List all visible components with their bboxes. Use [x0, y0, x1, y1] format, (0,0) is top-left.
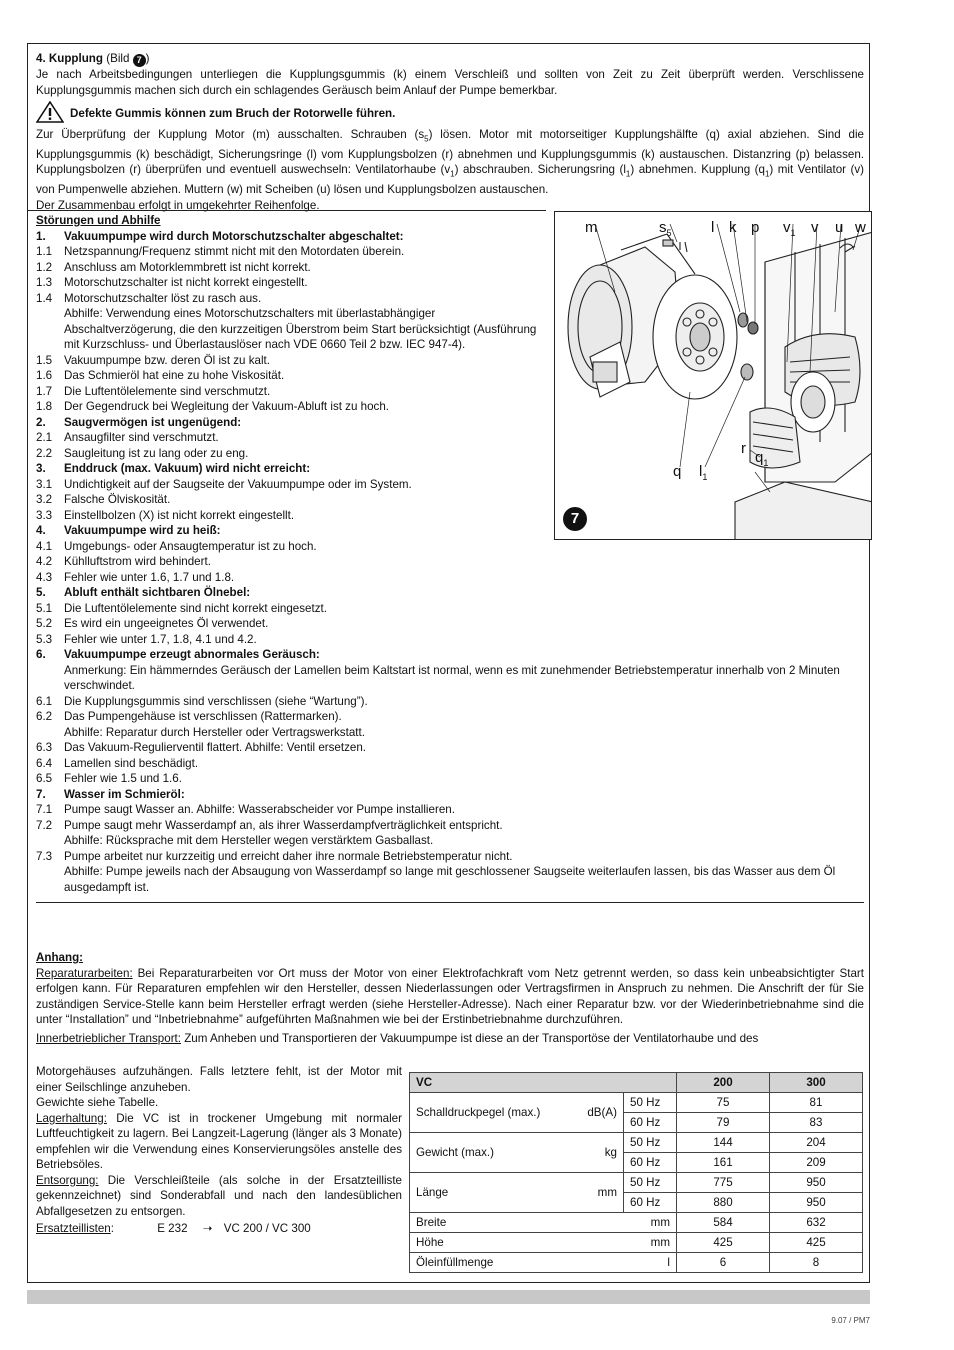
fault-text: Fehler wie unter 1.7, 1.8, 4.1 und 4.2. — [64, 632, 257, 646]
fault-number: 6.2 — [36, 710, 53, 723]
fault-text: Das Schmieröl hat eine zu hohe Viskosität. — [64, 369, 285, 382]
fault-item — [36, 539, 546, 555]
fault-item — [36, 802, 864, 818]
fault-item — [36, 461, 546, 477]
label-s5 — [659, 220, 672, 241]
spec-row — [410, 1093, 863, 1113]
parts-models: VC 200 / VC 300 — [223, 1222, 311, 1235]
fault-number: 7. — [36, 787, 46, 801]
fault-number: 6.4 — [36, 756, 53, 770]
fault-number: 3.3 — [36, 508, 53, 522]
fault-number: 6.3 — [36, 741, 53, 754]
fault-text: Umgebungs- oder Ansaugtemperatur ist zu hoch. — [64, 539, 317, 553]
spec-value: 950 — [770, 1173, 863, 1193]
pump-exploded-drawing — [555, 212, 872, 540]
warning-text: Defekte Gummis können zum Bruch der Rotorwelle führen. — [70, 107, 396, 120]
spec-value: 83 — [770, 1113, 863, 1133]
fault-item — [36, 709, 864, 725]
spec-value: 425 — [677, 1233, 770, 1253]
fault-text: Vakuumpumpe erzeugt abnormales Geräusch: — [64, 648, 320, 661]
fault-item — [36, 694, 864, 710]
fault-text: Es wird ein ungeeignetes Öl verwendet. — [64, 617, 269, 630]
instr-sub-b: 1 — [450, 169, 455, 179]
fault-item — [36, 353, 546, 369]
fault-text: Vakuumpumpe wird zu heiß: — [64, 524, 221, 537]
footer-code: 9.07 / PM7 — [831, 1316, 870, 1325]
spec-frequency: 60 Hz — [624, 1153, 677, 1173]
figure-ref — [106, 52, 149, 65]
storage-label: Lagerhaltung: — [36, 1111, 107, 1125]
fault-item — [36, 477, 546, 493]
fault-number: 5.2 — [36, 617, 53, 630]
fault-text: Abhilfe: Reparatur durch Hersteller oder Vertragswerkstatt. — [64, 725, 365, 739]
label-s5-sub: 5 — [666, 228, 672, 238]
section-divider-top — [28, 210, 546, 211]
parts-code: E 232 — [157, 1222, 188, 1235]
disposal-paragraph — [36, 1173, 402, 1220]
fault-text: Abhilfe: Rücksprache mit dem Hersteller wegen verstärktem Gasballast. — [64, 834, 434, 847]
document-page — [27, 43, 870, 1283]
spec-table — [409, 1072, 863, 1273]
fault-number: 7.1 — [36, 803, 53, 816]
figure-ref-post: ) — [145, 52, 150, 65]
fault-item — [36, 864, 864, 895]
label-q: q — [673, 463, 682, 480]
spec-unit: l — [573, 1253, 677, 1273]
fault-text: Abhilfe: Verwendung eines Motorschutzschalters mit überlastabhängiger Abschaltverzögerung, die den kurzzeitigen Überstrom beim Start berücksichtigt (Ausführung mit Kurzschluss- und Überlastauslöser nach VDE 0660 Teil 2 bzw. IEC 947-4). — [64, 307, 537, 351]
fault-number: 7.2 — [36, 818, 53, 832]
fault-text: Fehler wie unter 1.6, 1.7 und 1.8. — [64, 570, 235, 584]
fault-text: Fehler wie 1.5 und 1.6. — [64, 772, 182, 785]
fault-text: Die Kupplungsgummis sind verschlissen (siehe “Wartung”). — [64, 694, 368, 708]
fault-number: 2.2 — [36, 446, 53, 460]
header-200: 200 — [677, 1073, 770, 1093]
fault-number: 1.4 — [36, 291, 53, 305]
instr-sub-c: 1 — [625, 169, 631, 179]
fault-number: 1.1 — [36, 245, 53, 258]
spec-value: 8 — [770, 1253, 863, 1273]
spec-unit: mm — [573, 1213, 677, 1233]
faults-title: Störungen und Abhilfe — [36, 214, 161, 227]
coupling-instructions — [36, 127, 864, 198]
spec-frequency: 50 Hz — [624, 1173, 677, 1193]
fault-number: 5.3 — [36, 632, 53, 646]
fault-item — [36, 585, 546, 601]
label-m: m — [585, 219, 598, 236]
fault-item — [36, 554, 546, 570]
spec-unit: mm — [573, 1233, 677, 1253]
fault-text: Undichtigkeit auf der Saugseite der Vakuumpumpe oder im System. — [64, 477, 412, 491]
fault-text: Falsche Ölviskosität. — [64, 493, 171, 506]
fault-item — [36, 291, 546, 307]
fault-item — [36, 616, 864, 632]
fault-item — [36, 663, 864, 694]
warning-triangle-icon — [36, 101, 64, 123]
transport-continued: Motorgehäuses aufzuhängen. Falls letztere fehlt, ist der Motor mit einer Seilschlinge anzuheben. — [36, 1065, 402, 1094]
transport-label: Innerbetrieblicher Transport: — [36, 1031, 181, 1045]
storage-paragraph — [36, 1111, 402, 1173]
fault-number: 1.7 — [36, 384, 53, 398]
spec-unit: dB(A) — [573, 1093, 624, 1133]
spec-value: 6 — [677, 1253, 770, 1273]
figure-ref-pre: (Bild — [106, 52, 133, 65]
fault-text: Anschluss am Motorklemmbrett ist nicht korrekt. — [64, 260, 311, 274]
fault-item — [36, 570, 546, 586]
spec-frequency: 60 Hz — [624, 1113, 677, 1133]
spec-label: Gewicht (max.) — [410, 1133, 573, 1173]
parts-label: Ersatzteillisten — [36, 1222, 111, 1235]
transport-paragraph — [36, 1031, 864, 1047]
disposal-label: Entsorgung: — [36, 1173, 99, 1187]
section-divider-middle — [36, 902, 864, 903]
fault-number: 4.1 — [36, 539, 53, 553]
repair-text: Bei Reparaturarbeiten vor Ort muss der Motor von einer Elektrofachkraft vom Netz getrennt werden, so dass kein unbeabsichtigter Start erfolgen kann. Für Reparaturen empfehlen wir den Hersteller, dessen Niederlassungen oder Vertragsfirmen in Anspruch zu nehmen. Die Anschrift der für Sie zuständigen Service-Stelle kann beim Hersteller erfragt werden (siehe Hersteller-Adresse). Nach einer Reparatur bzw. vor der Wiederinbetriebnahme sind die unter “Installation” und “Inbetriebnahme” aufgeführten Maßnahmen wie bei der Erstinbetriebnahme durchzuführen. — [36, 966, 864, 1026]
header-vc: VC — [410, 1073, 677, 1093]
instr-part-e: ) mit Ventilator (v) von Pumpenwelle abziehen. Muttern (w) mit Scheiben (u) lösen und Kupplungsbolzen austauschen. — [36, 163, 865, 197]
spec-value: 950 — [770, 1193, 863, 1213]
spec-value: 880 — [677, 1193, 770, 1213]
fault-text: Anmerkung: Ein hämmerndes Geräusch der Lamellen beim Kaltstart ist normal, wenn es mit zunehmender Betriebstemperatur innerhalb von 2 Minuten verschwindet. — [64, 663, 840, 692]
section-coupling — [36, 51, 864, 213]
instr-part-d: ) abnehmen. Kupplung (q — [630, 163, 765, 177]
fault-item — [36, 415, 546, 431]
header-300: 300 — [770, 1073, 863, 1093]
fault-number: 1.2 — [36, 260, 53, 274]
coupling-intro: Je nach Arbeitsbedingungen unterliegen die Kupplungsgummis (k) einem Verschleiß und sollten von Zeit zu Zeit überprüft werden. Verschlissene Kupplungsgummis machen sich durch ein schlagendes Geräusch beim Anlauf der Pumpe bemerkbar. — [36, 68, 864, 97]
fault-text: Motorschutzschalter ist nicht korrekt eingestellt. — [64, 276, 308, 289]
fault-text: Einstellbolzen (X) ist nicht korrekt eingestellt. — [64, 508, 295, 522]
spec-row — [410, 1233, 863, 1253]
fault-item — [36, 771, 864, 787]
section-title — [36, 51, 864, 67]
spec-table-body — [410, 1093, 863, 1273]
spec-label: Breite — [410, 1213, 573, 1233]
fault-text: Der Gegendruck bei Wegleitung der Vakuum-Abluft ist zu hoch. — [64, 400, 390, 413]
label-s5-main: s — [659, 219, 667, 236]
figure-number-badge: 7 — [563, 507, 587, 531]
fault-text: Das Pumpengehäuse ist verschlissen (Rattermarken). — [64, 710, 342, 723]
spec-row — [410, 1213, 863, 1233]
fault-item — [36, 229, 546, 245]
spec-value: 144 — [677, 1133, 770, 1153]
fault-item — [36, 601, 864, 617]
spec-frequency: 50 Hz — [624, 1133, 677, 1153]
fault-number: 6. — [36, 648, 46, 661]
fault-number: 5.1 — [36, 601, 53, 615]
fault-number: 1.5 — [36, 353, 53, 367]
fault-number: 2.1 — [36, 431, 53, 444]
appendix-title: Anhang: — [36, 951, 84, 964]
disposal-text: Die Verschleißteile (als solche in der Ersatzteilliste gekennzeichnet) sind Sonderabfall und nach den landesüblichen Abfallgesetzen zu entsorgen. — [36, 1173, 402, 1218]
label-l1-sub: 1 — [702, 472, 708, 482]
fault-item — [36, 430, 546, 446]
instr-sub-d: 1 — [764, 169, 770, 179]
fault-text: Pumpe saugt mehr Wasserdampf an, als ihrer Wasserdampfverträglichkeit entspricht. — [64, 818, 503, 832]
fault-item — [36, 647, 864, 663]
fault-text: Das Vakuum-Regulierventil flattert. Abhilfe: Ventil ersetzen. — [64, 741, 367, 754]
fault-item — [36, 818, 864, 834]
appendix-section — [36, 950, 864, 1046]
fault-item — [36, 275, 546, 291]
fault-item — [36, 833, 864, 849]
coupling-heading: 4. Kupplung — [36, 52, 103, 65]
fault-item — [36, 508, 546, 524]
fault-number: 6.5 — [36, 772, 53, 785]
instr-part-b: ) lösen. Motor mit motorseitiger Kupplungshälfte (q) axial abziehen. Sind die Kupplungsgummis (k) beschädigt, Sicherungsringe (l) vom Kupplungsbolzen (r) abnehmen und Kupplungsgummis (k) austauschen. Distanzring (p) belassen. Kupplungsbolzen (r) überprüfen und eventuell auswechseln: Ventilatorhaube (v — [36, 128, 864, 177]
fault-number: 1. — [36, 229, 46, 243]
fault-item — [36, 368, 546, 384]
label-k: k — [729, 219, 737, 236]
spec-row — [410, 1133, 863, 1153]
label-u: u — [835, 219, 844, 236]
appendix-left-column — [36, 1064, 402, 1237]
label-l1 — [699, 464, 707, 485]
fault-text: Pumpe arbeitet nur kurzzeitig und erreicht daher ihre normale Betriebstemperatur nicht. — [64, 849, 513, 863]
transport-text-1: Zum Anheben und Transportieren der Vakuumpumpe ist diese an der Transportöse der Ventilatorhaube und des — [181, 1031, 759, 1045]
fault-item — [36, 849, 864, 865]
label-l: l — [711, 219, 715, 236]
label-l1-main: l — [699, 463, 703, 480]
spec-value: 161 — [677, 1153, 770, 1173]
instr-part-c: ) abschrauben. Sicherungsring (l — [454, 163, 626, 177]
fault-number: 1.8 — [36, 400, 53, 413]
arrow-right-icon: ➝ — [202, 1222, 213, 1235]
spec-value: 204 — [770, 1133, 863, 1153]
figure-ref-badge: 7 — [133, 54, 146, 67]
label-v1 — [783, 220, 796, 241]
fault-text: Enddruck (max. Vakuum) wird nicht erreicht: — [64, 462, 311, 475]
fault-number: 1.6 — [36, 369, 53, 382]
repair-label: Reparaturarbeiten: — [36, 966, 133, 980]
storage-text: Die VC ist in trockener Umgebung mit normaler Luftfeuchtigkeit zu lagern. Bei Langzeit-Lagerung (länger als 3 Monate) empfehlen wir die Verwendung eines Konservierungsöles anstelle des Betriebsöles. — [36, 1111, 402, 1171]
fault-text: Abluft enthält sichtbaren Ölnebel: — [64, 586, 251, 599]
label-r: r — [741, 440, 746, 457]
fault-item — [36, 787, 864, 803]
spec-value: 79 — [677, 1113, 770, 1133]
spec-value: 584 — [677, 1213, 770, 1233]
fault-text: Die Luftentölelemente sind nicht korrekt eingesetzt. — [64, 601, 327, 615]
spec-value: 632 — [770, 1213, 863, 1233]
label-q1 — [755, 450, 768, 471]
fault-item — [36, 756, 864, 772]
spec-unit: kg — [573, 1133, 624, 1173]
fault-text: Motorschutzschalter löst zu rasch aus. — [64, 291, 262, 305]
fault-item — [36, 399, 546, 415]
instr-part-a: Zur Überprüfung der Kupplung Motor (m) ausschalten. Schrauben (s — [36, 128, 425, 141]
fault-item — [36, 306, 546, 353]
fault-number: 3.2 — [36, 493, 53, 506]
spec-row — [410, 1253, 863, 1273]
label-q1-main: q — [755, 449, 764, 466]
fault-text: Die Luftentölelemente sind verschmutzt. — [64, 384, 271, 398]
label-v: v — [811, 219, 819, 236]
spec-label: Länge — [410, 1173, 573, 1213]
fault-text: Wasser im Schmieröl: — [64, 787, 185, 801]
spec-table-header — [410, 1073, 863, 1093]
spec-value: 75 — [677, 1093, 770, 1113]
instr-sub-a: 5 — [424, 134, 429, 144]
fault-item — [36, 244, 546, 260]
warning-box — [36, 101, 864, 125]
footer-bar — [27, 1290, 870, 1304]
fault-number: 2. — [36, 415, 46, 429]
fault-item — [36, 632, 864, 648]
fault-text: Lamellen sind beschädigt. — [64, 756, 199, 770]
label-v1-main: v — [783, 219, 791, 236]
fault-text: Netzspannung/Frequenz stimmt nicht mit den Motordaten überein. — [64, 245, 405, 258]
fault-number: 3.1 — [36, 477, 53, 491]
spec-value: 81 — [770, 1093, 863, 1113]
fault-item — [36, 260, 546, 276]
fault-number: 1.3 — [36, 276, 53, 289]
fault-number: 4. — [36, 524, 46, 537]
fault-item — [36, 725, 864, 741]
repair-paragraph — [36, 966, 864, 1028]
spec-value: 425 — [770, 1233, 863, 1253]
spec-unit: mm — [573, 1173, 624, 1213]
reassembly-note: Der Zusammenbau erfolgt in umgekehrter Reihenfolge. — [36, 198, 320, 212]
fault-item — [36, 523, 546, 539]
spec-value: 209 — [770, 1153, 863, 1173]
fault-text: Pumpe saugt Wasser an. Abhilfe: Wasserabscheider vor Pumpe installieren. — [64, 803, 455, 816]
fault-text: Ansaugfilter sind verschmutzt. — [64, 431, 219, 444]
spec-value: 775 — [677, 1173, 770, 1193]
fault-text: Saugleitung ist zu lang oder zu eng. — [64, 446, 249, 460]
fault-number: 3. — [36, 462, 46, 475]
fault-item — [36, 446, 546, 462]
label-v1-sub: 1 — [790, 228, 796, 238]
fault-text: Abhilfe: Pumpe jeweils nach der Absaugung von Wasserdampf so lange mit geschlossener Saugseite weiterlaufen lassen, bis das Wasser aus dem Öl ausgedampft ist. — [64, 865, 836, 894]
fault-number: 7.3 — [36, 849, 53, 863]
figure-7 — [554, 211, 872, 540]
fault-number: 4.2 — [36, 555, 53, 568]
fault-number: 6.1 — [36, 694, 53, 708]
spec-frequency: 60 Hz — [624, 1193, 677, 1213]
fault-text: Saugvermögen ist ungenügend: — [64, 415, 242, 429]
fault-number: 5. — [36, 586, 46, 599]
label-q1-sub: 1 — [763, 458, 769, 468]
fault-item — [36, 384, 546, 400]
spec-label: Schalldruckpegel (max.) — [410, 1093, 573, 1133]
label-w: w — [855, 219, 866, 236]
spec-label: Höhe — [410, 1233, 573, 1253]
parts-colon: : — [110, 1222, 114, 1235]
spec-row — [410, 1173, 863, 1193]
spec-frequency: 50 Hz — [624, 1093, 677, 1113]
spec-label: Öleinfüllmenge — [410, 1253, 573, 1273]
parts-list-line — [36, 1221, 402, 1237]
weights-note: Gewichte siehe Tabelle. — [36, 1096, 159, 1109]
fault-item — [36, 740, 864, 756]
label-p: p — [751, 219, 760, 236]
fault-text: Kühlluftstrom wird behindert. — [64, 555, 211, 568]
fault-text: Vakuumpumpe wird durch Motorschutzschalter abgeschaltet: — [64, 229, 404, 243]
fault-text: Vakuumpumpe bzw. deren Öl ist zu kalt. — [64, 353, 270, 367]
fault-number: 4.3 — [36, 570, 53, 584]
